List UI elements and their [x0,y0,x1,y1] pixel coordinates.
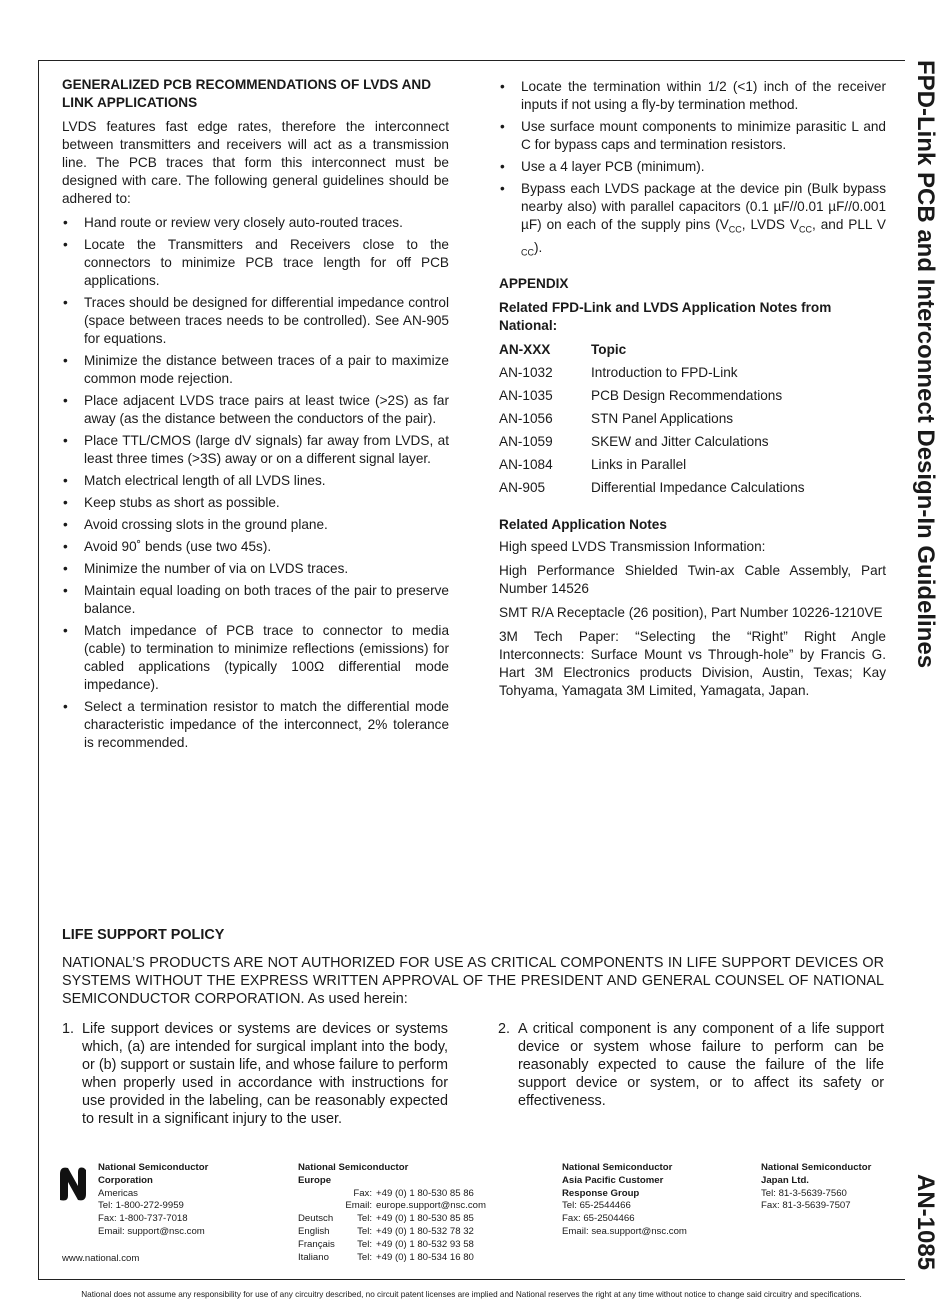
table-row: AN-1035 PCB Design Recommendations [499,388,783,404]
left-bullet: • Avoid crossing slots in the ground plane. [62,516,449,534]
right-bullet-list [499,78,886,176]
related-item: High speed LVDS Transmission Information: [499,539,766,555]
europe-contact-row: Français Tel: +49 (0) 1 80-532 93 58 [298,1238,474,1250]
bypass-bullet-list [499,180,886,261]
policy-title: LIFE SUPPORT POLICY [62,927,225,943]
left-intro: LVDS features fast edge rates, therefore the interconnect between transmitters and receivers will act as a transmission line. The PCB traces that form this interconnect must be designed with care. The following general guidelines should be adhered to: [62,119,449,206]
related-item: High Performance Shielded Twin-ax Cable Assembly, Part Number 14526 [499,563,886,597]
website-link[interactable]: www.national.com [62,1253,140,1264]
appendix-title: APPENDIX [499,276,569,292]
left-bullet: • Maintain equal loading on both traces of the pair to preserve balance. [62,582,449,618]
left-bullet: • Minimize the number of via on LVDS traces. [62,560,449,578]
policy-list [62,1020,884,1128]
europe-contact-row: English Tel: +49 (0) 1 80-532 78 32 [298,1225,474,1237]
europe-contact-row: Italiano Tel: +49 (0) 1 80-534 16 80 [298,1251,474,1263]
left-bullet: • Select a termination resistor to match the differential mode characteristic impedance of the interconnect, 2% tolerance is recommended. [62,698,449,752]
related-title: Related Application Notes [499,517,667,533]
left-bullet: • Minimize the distance between traces of a pair to maximize common mode rejection. [62,352,449,388]
footer-corp: National Semiconductor Corporation Americas Tel: 1-800-272-9959 Fax: 1-800-737-7018 Email: support@nsc.com [98,1162,209,1237]
table-row: AN-1059 SKEW and Jitter Calculations [499,434,769,450]
left-bullet: • Match electrical length of all LVDS lines. [62,472,449,490]
footer-japan: National Semiconductor Japan Ltd. Tel: 81-3-5639-7560 Fax: 81-3-5639-7507 [761,1162,872,1212]
policy-item: 2. A critical component is any component of a life support device or system whose failure to perform can be reasonably expected to cause the failure of the life support device or system, or to affect its safety or effectiveness. [498,1021,884,1109]
left-bullet-list [62,214,449,752]
europe-contact-row: Deutsch Tel: +49 (0) 1 80-530 85 85 [298,1213,474,1225]
left-bullet: • Locate the Transmitters and Receivers close to the connectors to minimize PCB trace length for off PCB applications. [62,236,449,290]
left-bullet: • Hand route or review very closely auto-routed traces. [62,214,449,232]
national-logo-icon [56,1164,90,1204]
right-column [499,76,886,706]
footer [38,1156,904,1278]
bypass-bullet: • Bypass each LVDS package at the device pin (Bulk bypass nearby also) with parallel capacitors (0.1 µF//0.01 µF//0.001 µF) on each of the supply pins ($V_{CC}$, LVDS $V_{CC}$, and PLL V $_{CC}$). [499,180,886,261]
left-bullet: • Match impedance of PCB trace to connector to media (cable) to termination to minimize reflections (emissions) for cabled applications (typically 100Ω differential mode impedance). [62,622,449,694]
side-number: AN-1085 [912,1174,939,1271]
europe-contact-row: Email: europe.support@nsc.com [345,1200,486,1212]
table-row: AN-905 Differential Impedance Calculations [499,480,805,496]
left-bullet: • Place adjacent LVDS trace pairs at least twice (>2S) as far away (as the distance between the conductors of the pair). [62,392,449,428]
life-support-policy [62,926,884,1128]
europe-contact-row: Fax: +49 (0) 1 80-530 85 86 [353,1187,474,1199]
left-bullet: • Place TTL/CMOS (large dV signals) far away from LVDS, at least three times (>3S) away or on a different signal layer. [62,432,449,468]
table-row: AN-1032 Introduction to FPD-Link [499,365,738,381]
policy-item: 1. Life support devices or systems are devices or systems which, (a) are intended for surgical implant into the body, or (b) support or sustain life, and whose failure to perform when properly used in accordance with instructions for use provided in the labeling, can be reasonably expected to result in a significant injury to the user. [62,1021,448,1127]
related-item: SMT R/A Receptacle (26 position), Part Number 10226-1210VE [499,605,883,621]
disclaimer: National does not assume any responsibility for use of any circuitry described, no circuit patent licenses are implied and National reserves the right at any time without notice to change said circuitry and specifications. [81,1290,862,1299]
side-bar [905,60,943,1278]
left-bullet: • Keep stubs as short as possible. [62,494,449,512]
right-bullet: • Locate the termination within 1/2 (<1) inch of the receiver inputs if not using a fly-by termination method. [499,78,886,114]
footer-europe: National Semiconductor Europe Fax: +49 (0) 1 80-530 85 86 Email: europe.support@nsc.com Deutsch Tel: +49 (0) 1 80-530 85 85 English Tel: +49 (0) 1 80-532 78 32 Français Tel: +49 (0) 1 80-532 93 58 Italiano Tel: +49 (0) 1 80-534 16 80 [298,1162,486,1263]
table-header: AN-XXX Topic [499,342,627,358]
app-notes-table [499,341,886,502]
right-bullet: • Use a 4 layer PCB (minimum). [499,158,886,176]
left-heading: GENERALIZED PCB RECOMMENDATIONS OF LVDS AND LINK APPLICATIONS [62,77,432,110]
table-row: AN-1056 STN Panel Applications [499,411,734,427]
related-list [499,538,886,700]
related-item: 3M Tech Paper: “Selecting the “Right” Right Angle Interconnects: Surface Mount vs Through-hole” by Francis G. Hart 3M Electronics products Division, Austin, Texas; Kay Tohyama, Yamagata 3M Limited, Yamagata, Japan. [499,629,886,699]
right-bullet: • Use surface mount components to minimize parasitic L and C for bypass caps and termination resistors. [499,118,886,154]
left-bullet: • Avoid 90˚ bends (use two 45s). [62,538,449,556]
appendix-subtitle: Related FPD-Link and LVDS Application Notes from National: [499,300,832,334]
policy-text: NATIONAL’S PRODUCTS ARE NOT AUTHORIZED FOR USE AS CRITICAL COMPONENTS IN LIFE SUPPORT DEVICES OR SYSTEMS WITHOUT THE EXPRESS WRITTEN APPROVAL OF THE PRESIDENT AND GENERAL COUNSEL OF NATIONAL SEMICONDUCTOR CORPORATION. As used herein: [62,955,884,1007]
side-title: FPD-Link PCB and Interconnect Design-In Guidelines [912,60,939,669]
table-row: AN-1084 Links in Parallel [499,457,687,473]
left-column [62,76,449,756]
footer-asia: National Semiconductor Asia Pacific Customer Response Group Tel: 65-2544466 Fax: 65-2504466 Email: sea.support@nsc.com [562,1162,687,1237]
left-bullet: • Traces should be designed for differential impedance control (space between traces needs to be controlled). See AN-905 for equations. [62,294,449,348]
